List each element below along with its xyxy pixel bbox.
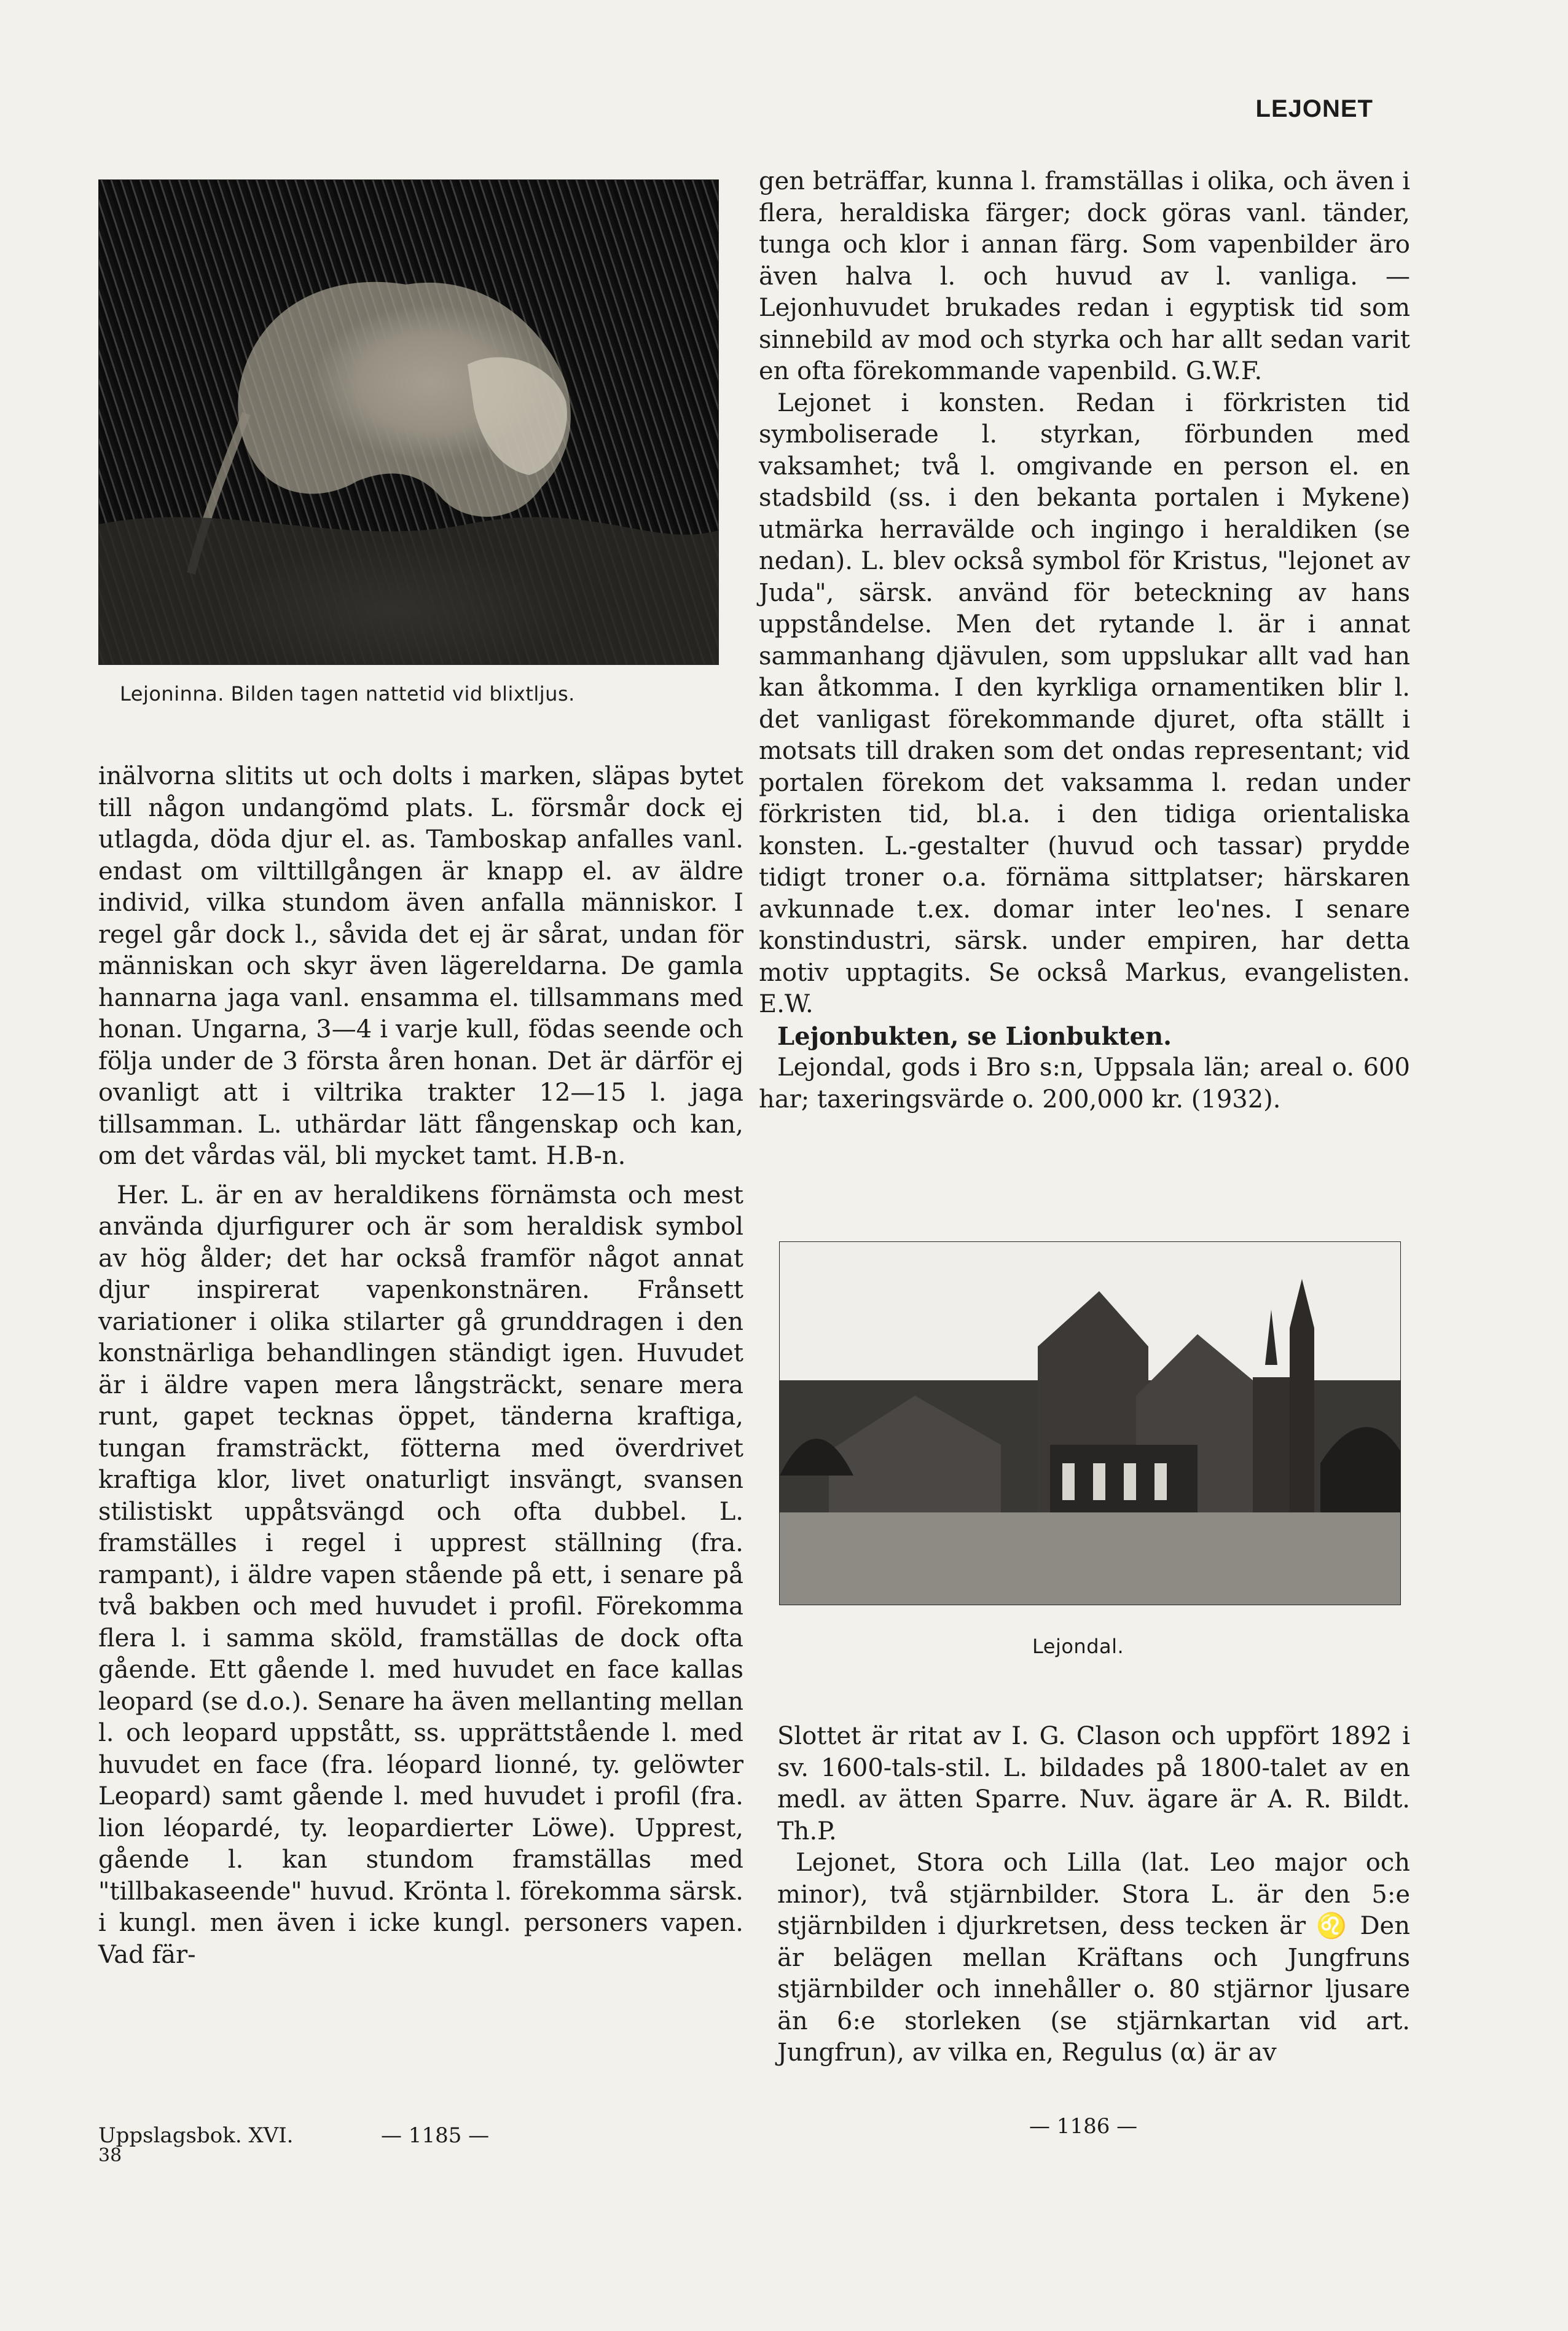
paragraph: gen beträffar, kunna l. framställas i olika, och även i flera, heraldiska färger; dock göras vanl. tänder, tunga och klor i annan färg. Som vapenbilder äro även halva l. och huvud av l. vanliga. — Lejonhuvudet brukades redan i egyptisk tid som sinnebild av mod och styrka och har allt sedan varit en ofta förekommande vapenbild. G.W.F. bbox=[759, 167, 1410, 385]
paragraph: Lejonet i konsten. Redan i förkristen tid symboliserade l. styrkan, förbunden med vaksamhet; två l. omgivande en person el. en stadsbild (ss. i den bekanta portalen i Mykene) utmärka herravälde och ingingo i heraldiken (se nedan). L. blev också symbol för Kristus, "lejonet av Juda", särsk. använd för beteckning av hans uppståndelse. Men det rytande l. är i annat sammanhang djävulen, som uppslukar allt vad han kan åtkomma. I den kyrkliga ornamentiken blir l. det vanligast förekommande djuret, ofta ställt i motsats till draken som det ondas representant; vid portalen förekom det vaksamma l. redan under förkristen tid, bl.a. i den tidiga orientaliska konsten. L.-gestalter (huvud och tassar) prydde tidigt troner o.a. förnäma sittplatser; härskaren avkunnade t.ex. domar inter leo'nes. I senare konstindustri, särsk. under empiren, har detta motiv upptagits. Se också Markus, evangelisten. E.W. bbox=[759, 388, 1410, 1018]
paragraph: Lejonet, Stora och Lilla (lat. Leo major och minor), två stjärnbilder. Stora L. är den 5:e stjärnbilden i djurkretsen, dess tecken är ♌ Den är belägen mellan Kräftans och Jungfruns stjärnbilder och innehåller o. 80 stjärnor ljusare än 6:e storleken (se stjärnkartan vid art. Jungfrun), av vilka en, Regulus (α) är av bbox=[777, 1849, 1410, 2067]
page-number-right: — 1186 — bbox=[1029, 2114, 1138, 2139]
lion-caption: Lejoninna. Bilden tagen nattetid vid blixtljus. bbox=[120, 682, 575, 706]
entry-lejondal: Lejondal, gods i Bro s:n, Uppsala län; areal o. 600 har; taxeringsvärde o. 200,000 kr. (1932). bbox=[759, 1053, 1410, 1114]
left-column bbox=[98, 761, 743, 1971]
entry-lejonbukten: Lejonbukten, se Lionbukten. bbox=[777, 1021, 1172, 1051]
paragraph: Her. L. är en av heraldikens förnämsta och mest använda djurfigurer och är som heraldisk symbol av hög ålder; det har också framför något annat djur inspirerat vapenkonstnären. Frånsett variationer i olika stilarter gå grunddragen i den konstnärliga behandlingen ständigt igen. Huvudet är i äldre vapen mera långsträckt, senare mera runt, gapet tecknas öppet, tänderna kraftiga, tungan framsträckt, fötterna med överdrivet kraftiga klor, livet onaturligt insvängt, svansen stilistiskt uppåtsvängd och ofta dubbel. L. framställes i regel i upprest ställning (fra. rampant), i äldre vapen stående på ett, i senare på två bakben och med huvudet i profil. Förekomma flera l. i samma sköld, framställas de dock ofta gående. Ett gående l. med huvudet en face kallas leopard (se d.o.). Senare ha även mellanting mellan l. och leopard uppstått, ss. upprättstående l. med huvudet en face (fra. léopard lionné, ty. gelöwter Leopard) samt gående l. med huvudet i profil (fra. lion léopardé, ty. leopardierter Löwe). Upprest, gående l. kan stundom framställas med "tillbakaseende" huvud. Krönta l. förekomma särsk. i kungl. men även i icke kungl. personers vapen. Vad fär- bbox=[98, 1181, 743, 1969]
footer-volume-label: Uppslagsbok. XVI. bbox=[98, 2123, 294, 2148]
paragraph: inälvorna slitits ut och dolts i marken, släpas bytet till någon undangömd plats. L. försmår dock ej utlagda, döda djur el. as. Tamboskap anfalles vanl. endast om vilttillgången är knapp el. av äldre individ, vilka stundom även anfalla människor. I regel går dock l., såvida det ej är sårat, undan för människan och skyr även lägereldarna. De gamla hannarna jaga vanl. ensamma el. tillsammans med honan. Ungarna, 3—4 i varje kull, födas seende och följa under de 3 första åren honan. Det är därför ej ovanligt att i viltrika trakter 12—15 l. jaga tillsamman. L. uthärdar lätt fångenskap och kan, om det vårdas väl, bli mycket tamt. H.B-n. bbox=[98, 762, 743, 1170]
lejondal-castle-photo bbox=[779, 1241, 1401, 1605]
page-number-left: — 1185 — bbox=[381, 2123, 490, 2148]
lioness-photo bbox=[98, 179, 719, 665]
right-column-top bbox=[759, 166, 1410, 1115]
running-head: LEJONET bbox=[1255, 95, 1373, 122]
right-column-bottom bbox=[777, 1721, 1410, 2069]
paragraph: Slottet är ritat av I. G. Clason och uppfört 1892 i sv. 1600-tals-stil. L. bildades på 1800-talet av en medl. av ätten Sparre. Nuv. ägare är A. R. Bildt. Th.P. bbox=[777, 1722, 1410, 1846]
castle-caption: Lejondal. bbox=[1032, 1635, 1124, 1658]
footer-signature-number: 38 bbox=[98, 2145, 122, 2166]
